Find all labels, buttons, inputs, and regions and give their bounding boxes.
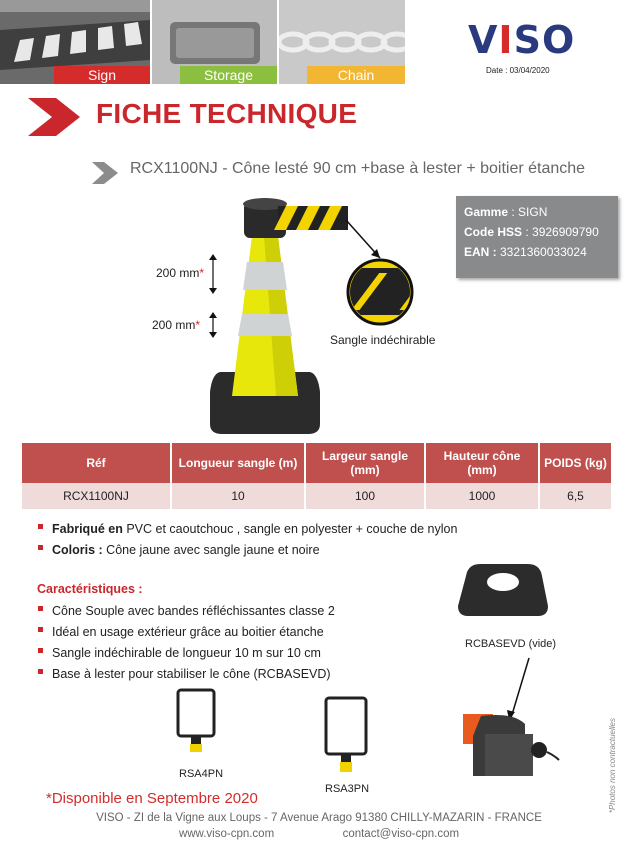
characteristics-list xyxy=(36,601,335,685)
list-item xyxy=(36,519,457,540)
characteristics-title: Caractéristiques : xyxy=(37,582,143,596)
materials-list xyxy=(36,519,457,561)
hss-value: : 3926909790 xyxy=(522,225,599,239)
col-header-largeur: Largeur sangle (mm) xyxy=(305,443,425,483)
rsa4pn-image xyxy=(176,688,216,754)
gamme-line xyxy=(464,202,610,222)
cell-longueur: 10 xyxy=(171,483,305,509)
dimension-1-star: * xyxy=(199,266,205,280)
banner-sign-label[interactable]: Sign xyxy=(54,66,150,84)
ean-line xyxy=(464,242,610,262)
rsa4pn-caption: RSA4PN xyxy=(179,768,224,780)
dimension-2-value: 200 mm xyxy=(152,318,196,332)
material-text: PVC et caoutchouc , sangle en polyester + couche de nylon xyxy=(122,522,458,536)
gamme-label: Gamme xyxy=(464,205,509,219)
dimension-label-2 xyxy=(152,318,200,332)
subtitle-arrow-icon xyxy=(92,162,120,184)
strap-caption: Sangle indéchirable xyxy=(330,333,436,347)
color-text: Cône jaune avec sangle jaune et noire xyxy=(102,543,320,557)
hss-label: Code HSS xyxy=(464,225,523,239)
footer-address: VISO - ZI de la Vigne aux Loups - 7 Avenue Arago 91380 CHILLY-MAZARIN - FRANCE xyxy=(96,812,542,824)
ean-value: 3321360033024 xyxy=(496,245,587,259)
cell-poids: 6,5 xyxy=(539,483,611,509)
list-item xyxy=(36,540,457,561)
color-label: Coloris : xyxy=(52,543,103,557)
ean-label: EAN : xyxy=(464,245,497,259)
document-date: Date : 03/04/2020 xyxy=(486,66,550,75)
base-rcbasevd-image xyxy=(456,560,550,620)
col-header-poids: POIDS (kg) xyxy=(539,443,611,483)
dimension-1-value: 200 mm xyxy=(156,266,200,280)
availability-note: *Disponible en Septembre 2020 xyxy=(46,790,258,807)
page-title: FICHE TECHNIQUE xyxy=(96,98,358,129)
table-row xyxy=(22,483,611,509)
banner-chain-label[interactable]: Chain xyxy=(307,66,405,84)
dimension-arrow-icon xyxy=(208,312,218,338)
viso-logo xyxy=(468,18,575,62)
product-subtitle: RCX1100NJ - Cône lesté 90 cm +base à lester + boitier étanche xyxy=(130,160,586,177)
banner-sign xyxy=(0,0,150,84)
banner-chain xyxy=(279,0,405,84)
rsa3pn-caption: RSA3PN xyxy=(325,783,370,795)
hss-line xyxy=(464,222,610,242)
dimension-label-1 xyxy=(156,266,204,280)
list-item: Cône Souple avec bandes réfléchissantes classe 2 xyxy=(36,601,335,622)
banner-storage xyxy=(152,0,277,84)
cone-base-closeup-image xyxy=(463,656,573,778)
footer-email-link[interactable]: contact@viso-cpn.com xyxy=(342,828,460,840)
title-arrow-icon xyxy=(28,98,80,136)
footer-website-link[interactable]: www.viso-cpn.com xyxy=(178,828,275,840)
photos-disclaimer: *Photos non contractuelles xyxy=(608,718,617,814)
strap-zoom-image xyxy=(340,218,420,326)
list-item: Base à lester pour stabiliser le cône (RCBASEVD) xyxy=(36,664,335,685)
base-caption: RCBASEVD (vide) xyxy=(465,638,557,650)
col-header-longueur: Longueur sangle (m) xyxy=(171,443,305,483)
col-header-hauteur: Hauteur cône (mm) xyxy=(425,443,539,483)
gamme-value: : SIGN xyxy=(508,205,548,219)
dimension-arrow-icon xyxy=(208,254,218,294)
material-label: Fabriqué en xyxy=(52,522,123,536)
col-header-ref: Réf xyxy=(22,443,171,483)
list-item: Idéal en usage extérieur grâce au boitier étanche xyxy=(36,622,335,643)
rsa3pn-image xyxy=(324,696,368,776)
cell-ref: RCX1100NJ xyxy=(22,483,171,509)
table-header-row xyxy=(22,443,611,483)
cell-hauteur: 1000 xyxy=(425,483,539,509)
list-item: Sangle indéchirable de longueur 10 m sur 10 cm xyxy=(36,643,335,664)
cone-product-image xyxy=(206,196,356,438)
footer-contacts xyxy=(0,828,638,840)
product-info-box xyxy=(456,196,618,278)
banner-storage-label[interactable]: Storage xyxy=(180,66,277,84)
spec-table xyxy=(22,443,611,509)
dimension-2-star: * xyxy=(195,318,201,332)
cell-largeur: 100 xyxy=(305,483,425,509)
logo-text: VISO xyxy=(468,18,576,62)
